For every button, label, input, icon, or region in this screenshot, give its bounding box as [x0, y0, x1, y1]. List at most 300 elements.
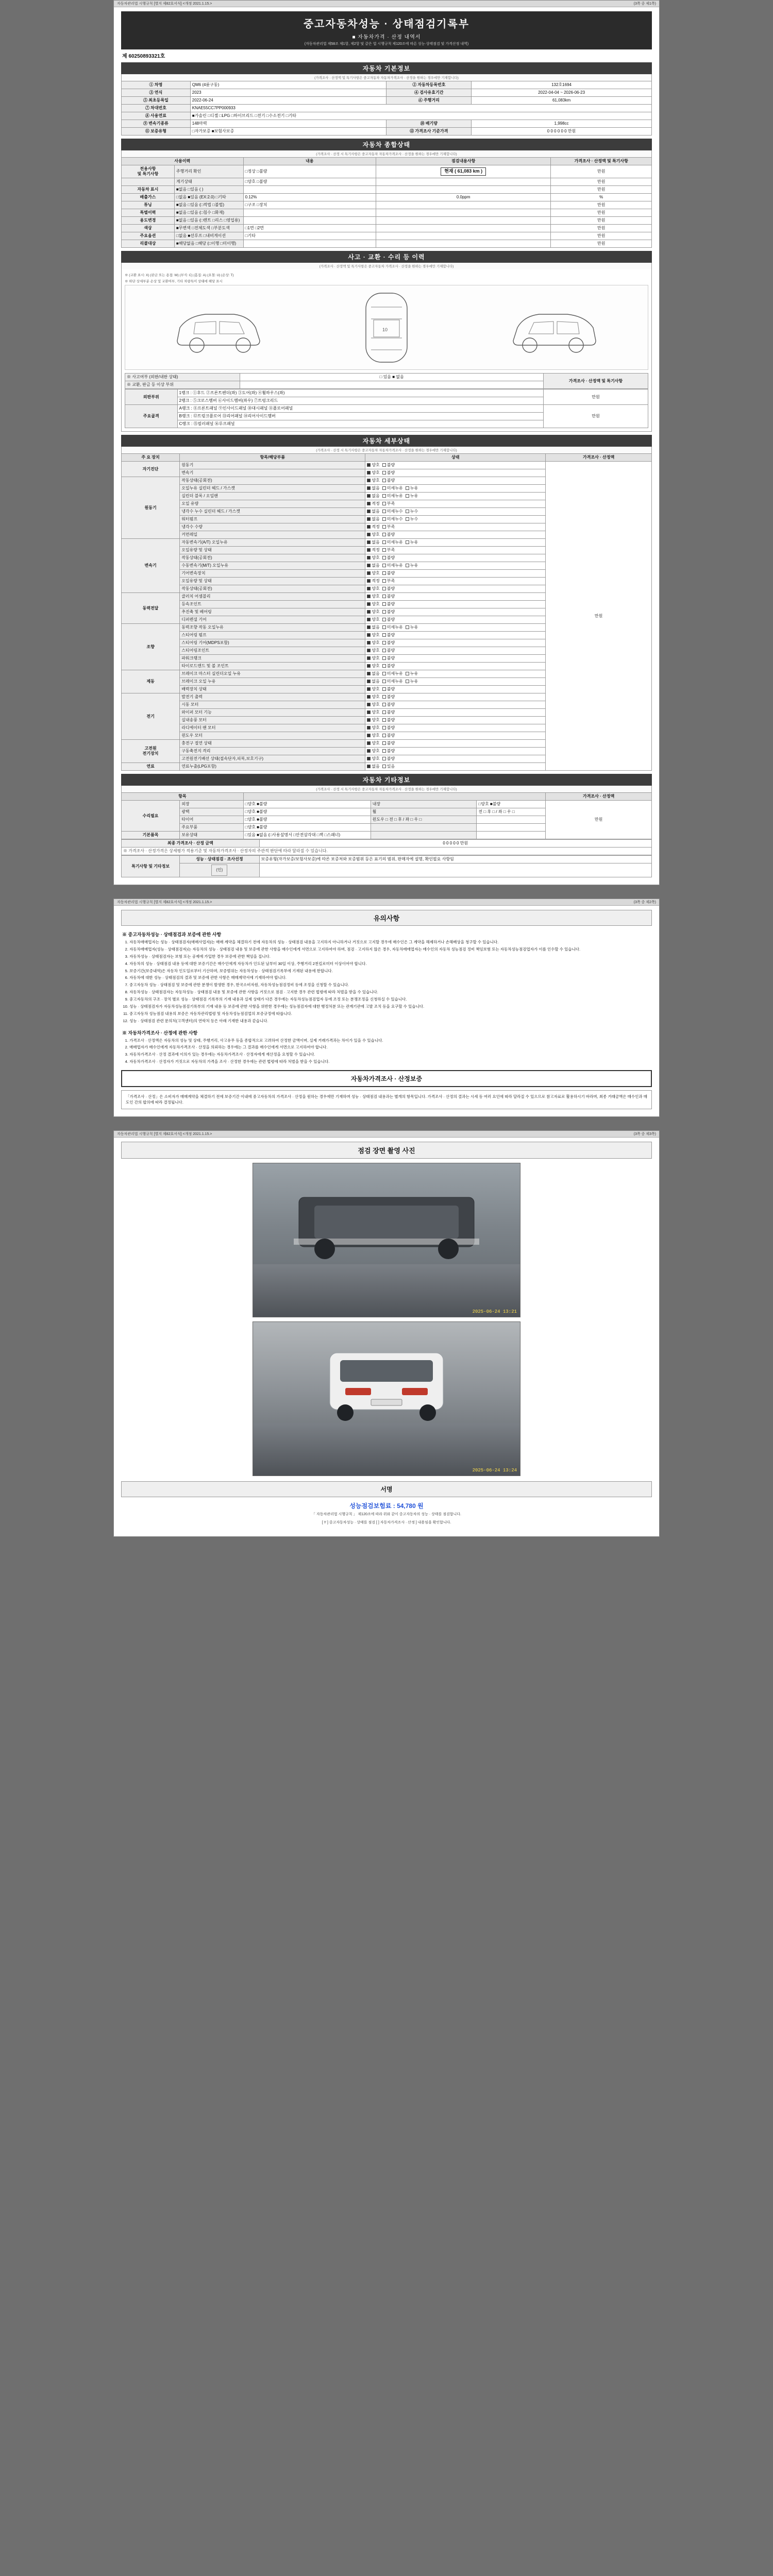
document-title-block — [121, 11, 652, 49]
usage-check[interactable]: □정상 □불량 — [243, 165, 376, 178]
photo-timestamp: 2025-06-24 13:21 — [472, 1309, 517, 1314]
table-row — [125, 374, 648, 381]
notice-item: 2. 자동차매매업자(성능 · 상태점검자)는 자동차의 성능 · 상태점검 내용 및 보증에 관한 사항을 매수인에게 서면으로 고지하여야 하며, 점검 · 고지하지 않은 경우, 자동차매매업자는 매수인의 자동차 성능점검 정비 책임보험 또는 자동차성능점검업자가 이를 인수할 수 있습니다. — [129, 947, 652, 953]
col-header-state — [243, 793, 546, 801]
part-label: 고전원전기배선 상태(접속단자,피복,보호기구) — [180, 755, 365, 763]
usage-group: 배출가스 — [122, 194, 175, 201]
part-state-checkboxes[interactable]: 적정 부족 — [365, 523, 546, 531]
part-group-label: 외판부위 — [125, 389, 178, 405]
notice-list-a — [129, 940, 652, 1024]
usage-check[interactable]: 0.12% — [243, 194, 376, 201]
part-rank-row: B랭크 : ⑫트렁크플로어 ⑬리어패널 ⑭리어사이드멤버 — [177, 413, 544, 420]
usage-price: % — [551, 194, 652, 201]
usage-item: □없음 ■있음 (EX:2.0) □기타 — [174, 194, 243, 201]
seal-cell — [180, 863, 259, 877]
part-label: 수동변속기(M/T) 오일누유 — [180, 562, 365, 570]
part-state-checkboxes[interactable]: 양호 불량 — [365, 701, 546, 709]
part-label: 자동변속기(A/T) 오일누유 — [180, 539, 365, 547]
usage-price: 만원 — [551, 165, 652, 178]
part-state-checkboxes[interactable]: 없음 있음 — [365, 763, 546, 771]
part-state-checkboxes[interactable]: 양호 불량 — [365, 608, 546, 616]
field-value: □자가보증 ■보험사보증 — [190, 128, 386, 135]
col-header-price: 가격조사 · 산정액 — [546, 454, 652, 462]
inspection-fee: 성능점검보험료 : 54,780 원 — [349, 1502, 424, 1510]
section-overall-state-note: (가격조사 · 산정 시 특기사항은 중고자동차 자동차가격조사 · 산정을 원하는 경우에만 기재합니다) — [121, 150, 652, 157]
part-state-checkboxes[interactable]: 없음 미세누유 누유 — [365, 678, 546, 686]
section-accident-history-header: 사고 · 교환 · 수리 등 이력 — [121, 251, 652, 263]
table-row — [122, 848, 652, 855]
part-state-checkboxes[interactable]: 양호 불량 — [365, 469, 546, 477]
basic-info-table — [121, 81, 652, 135]
usage-price: 만원 — [551, 240, 652, 248]
notice-item: 1. 자동차매매업자는 성능 · 상태점검자(매매사업자)는 매매 계약을 체결하기 전에 자동차의 성능 · 상태점검 내용을 고지하지 아니하거나 거짓으로 고지할 경우에 매수인은 그 계약을 해제하거나 손해배상을 청구할 수 있습니다. — [129, 940, 652, 945]
part-state-checkboxes[interactable]: 양호 불량 — [365, 724, 546, 732]
final-price-note: ※ 가격조사 · 산정가격은 상세평가 적용기준 및 자동차가격조사 · 산정자의 주관적 판단에 따라 달라질 수 있습니다. — [122, 848, 652, 855]
part-label: 스티어링조인트 — [180, 647, 365, 655]
document-legal-basis: (자동차관리법 제58조 제1항, 제2항 및 같은 법 시행규칙 제120조에 따른 성능·상태점검 및 가격산정 내역) — [304, 42, 469, 46]
part-label: 와이퍼 모터 기능 — [180, 709, 365, 717]
notice-item: 8. 자동차성능 · 상태점검자는 자동차성능 · 상태점검 내용 및 보증에 관한 사항을 거짓으로 점검 · 고지한 경우 관련 법령에 따라 처벌을 받을 수 있습니다. — [129, 990, 652, 995]
form-reference-2: 자동차관리법 시행규칙 [별지 제82호서식] <개정 2021.1.15.> — [117, 901, 212, 904]
diagram-legend-1: ※ (교환 표시: X) (판금 또는 용접: W) (부식: C) (흠집: A) (요철: U) (손상: T) — [125, 274, 234, 277]
parts-replaced-label: ※ 교환, 판금 등 이상 부위 — [125, 381, 240, 389]
field-value: 2023 — [190, 89, 386, 97]
part-label: 냉각수 누수 실린더 헤드 / 가스켓 — [180, 508, 365, 516]
part-state-checkboxes[interactable]: 양호 불량 — [365, 477, 546, 485]
usage-group: 자동차 표시 — [122, 186, 175, 194]
table-header-row — [122, 793, 652, 801]
rear-car-shape — [309, 1343, 464, 1430]
part-label: 오일 유량 — [180, 500, 365, 508]
accident-price-label: 가격조사 · 산정액 및 특기사항 — [543, 374, 648, 389]
part-price: 만원 — [544, 405, 648, 428]
part-state-checkboxes[interactable]: 없음 미세누유 누유 — [365, 624, 546, 632]
table-header-row — [122, 158, 652, 165]
other-item-label-2: 휠 — [371, 808, 477, 816]
table-header-row — [122, 454, 652, 462]
footer-note-2: [ Y ] 중고자동차성능 · 상태를 점검 [ ] 자동차가격조사 · 산정 ] 내용임을 확인합니다. — [322, 1521, 451, 1524]
part-state-checkboxes[interactable]: 양호 불량 — [365, 647, 546, 655]
valuation-statement-body: 「가격조사 · 산정」은 소비자가 매매계약을 체결하기 전에 보증기간 이내에 중고자동차의 가격조사 · 산정을 원하는 경우에만 기재하며 성능 · 상태점검 내용과는 별개의 항목입니다. 가격조사 · 산정의 결과는 시세 등 여러 요인에 따라 달라질 수 있으므로 참고자료로 활용하시기 바라며, 최종 거래금액은 매수인과 매도인 간의 합의에 따라 결정됩니다. — [121, 1090, 652, 1109]
inspection-photo-underbody[interactable] — [253, 1163, 520, 1317]
other-group-label: 수리필요 — [122, 801, 180, 832]
part-label: 스티어링 펌프 — [180, 632, 365, 639]
field-label: ③ 연식 — [122, 89, 191, 97]
other-item-state[interactable]: □양호 ■불량 — [243, 816, 371, 824]
part-label: 변속기 — [180, 469, 365, 477]
inspector-role-label: 성능 · 상태점검 · 조사선정 — [180, 856, 259, 863]
other-group-label: 기본품목 — [122, 832, 180, 839]
part-label: 작동상태(공회전) — [180, 585, 365, 593]
part-label: 타이로드엔드 및 볼 조인트 — [180, 663, 365, 670]
usage-item: 주행거리 확인 — [174, 165, 243, 178]
part-label: 작동상태(공회전) — [180, 554, 365, 562]
underbody-car-shape — [294, 1177, 479, 1269]
table-row — [122, 105, 652, 112]
part-state-checkboxes[interactable]: 양호 불량 — [365, 601, 546, 608]
overall-state-table — [121, 157, 652, 248]
part-state-checkboxes[interactable]: 적정 부족 — [365, 500, 546, 508]
table-row — [122, 178, 652, 186]
table-row — [122, 217, 652, 225]
other-item-label: 보유상태 — [180, 832, 243, 839]
table-row — [122, 209, 652, 217]
car-right-side-diagram — [503, 292, 606, 364]
table-row — [122, 462, 652, 469]
table-row — [122, 89, 652, 97]
other-item-label: 외장 — [180, 801, 243, 808]
part-state-checkboxes[interactable]: 양호 불량 — [365, 663, 546, 670]
usage-detail — [376, 240, 551, 248]
notice-item: 4. 자동차가격조사 · 산정자가 거짓으로 자동차의 가격을 조사 · 산정한 경우에는 관련 법령에 따라 처벌을 받을 수 있습니다. — [129, 1059, 652, 1065]
field-value: 1,998cc — [472, 120, 652, 128]
usage-price: 만원 — [551, 225, 652, 232]
part-state-checkboxes[interactable]: 양호 불량 — [365, 748, 546, 755]
usage-check[interactable] — [243, 240, 376, 248]
usage-check[interactable] — [243, 209, 376, 217]
usage-check[interactable] — [243, 217, 376, 225]
notice-item: 3. 자동차성능 · 상태점검자는 보험 또는 공제에 가입한 경우 보증에 관한 책임을 집니다. — [129, 954, 652, 960]
field-value: 132호1694 — [472, 81, 652, 89]
usage-detail — [376, 225, 551, 232]
notice-item: 7. 중고자동차 성능 · 상태점검 및 보증에 관한 분쟁이 발생한 경우, 한국소비자원, 자동차성능점검정비 등에 조정을 신청할 수 있습니다. — [129, 982, 652, 988]
notice-item: 2. 매매업자가 매수인에게 자동차가격조사 · 산정을 의뢰하는 경우에는 그 결과를 매수인에게 서면으로 고지하여야 합니다. — [129, 1045, 652, 1050]
page-indicator-3: (3쪽 중 제3쪽) — [633, 1132, 656, 1136]
svg-text:10: 10 — [382, 327, 388, 332]
system-group-label: 연료 — [122, 763, 180, 771]
usage-check[interactable]: □기타 — [243, 232, 376, 240]
other-price: 만원 — [546, 801, 652, 839]
part-label: 커먼레일 — [180, 531, 365, 539]
part-state-checkboxes[interactable]: 양호 불량 — [365, 732, 546, 740]
part-price: 만원 — [544, 389, 648, 405]
usage-check[interactable]: □양호 □불량 — [243, 178, 376, 186]
part-label: 연료누출(LPG포함) — [180, 763, 365, 771]
part-label: 작동상태(공회전) — [180, 477, 365, 485]
diagram-legend-2: ※ 하단 상세부분 손상 및 교환여부, 기타 차량특이 상태에 해당 표시 — [125, 280, 223, 283]
page-2 — [113, 899, 660, 1117]
part-state-checkboxes[interactable]: 양호 불량 — [365, 655, 546, 663]
part-label: 등속조인트 — [180, 601, 365, 608]
part-label: 충전구 절연 상태 — [180, 740, 365, 748]
usage-price: 만원 — [551, 232, 652, 240]
system-group-label: 조향 — [122, 624, 180, 670]
field-label: ⑨ 변속기종류 — [122, 120, 191, 128]
usage-group: 주요옵션 — [122, 232, 175, 240]
part-rank-row: A랭크 : ⑧프론트패널 ⑨인사이드패널 ⑩대시패널 ⑪플로어패널 — [177, 405, 544, 413]
part-state-checkboxes[interactable]: 양호 불량 — [365, 686, 546, 693]
usage-detail — [376, 201, 551, 209]
usage-check[interactable] — [243, 186, 376, 194]
part-rank-row: C랭크 : ⑮필러패널 ⑯루프패널 — [177, 420, 544, 428]
table-row — [122, 97, 652, 105]
photo-section-title: 점검 장면 촬영 사진 — [121, 1142, 652, 1159]
usage-price: 만원 — [551, 178, 652, 186]
document-number: 제 60250893321호 — [122, 54, 165, 59]
field-label: ⑧ 사용연료 — [122, 112, 191, 120]
price-boxes: 0 0 0 0 0 0 만원 — [472, 128, 652, 135]
field-value: QM6 (4륜구동) — [190, 81, 386, 89]
usage-detail: 현재 ( 61,083 km ) — [376, 165, 551, 178]
other-item-label-2 — [371, 832, 477, 839]
col-header-price: 가격조사 · 산정액 및 특기사항 — [551, 158, 652, 165]
table-row — [122, 856, 652, 863]
part-label: 냉각수 수량 — [180, 523, 365, 531]
car-left-side-diagram — [167, 292, 270, 364]
notice-item: 9. 중고자동차의 구조 · 장치 별로 성능 · 상태점검 기록부의 기재 내용과 실제 상태가 다른 경우에는 자동차성능점검업자 등에 조정 또는 분쟁조정을 신청하실 수 있습니다. — [129, 997, 652, 1003]
part-label: 발전기 출력 — [180, 693, 365, 701]
usage-item: ■없음 □있음 (□렌트 □리스 □영업용) — [174, 217, 243, 225]
accident-flag-value: □ 있음 ■ 없음 — [240, 374, 544, 381]
other-item-label-2: 내장 — [371, 801, 477, 808]
table-row — [122, 801, 652, 808]
valuation-statement-title: 자동차가격조사 · 산정보증 — [121, 1070, 652, 1087]
special-notes-text: 보증유형(자가보증/보험사보증)에 따른 보증처와 보증범위 등은 표기의 범위, 판매자에 설명, 확인필요 사항임 — [259, 856, 651, 863]
field-label: ② 자동차등록번호 — [386, 81, 472, 89]
special-notes-blank — [259, 863, 651, 877]
document-title: 중고자동차성능 · 상태점검기록부 — [303, 19, 470, 30]
page-3-strip — [114, 1131, 659, 1138]
car-diagrams — [125, 285, 648, 370]
part-state-checkboxes[interactable]: 양호 불량 — [365, 755, 546, 763]
notice-item: 4. 자동차의 성능 · 상태점검 내용 등에 대한 보증기간은 매수인에게 자동차가 인도된 날부터 30일 이상, 주행거리 2천킬로미터 이상이어야 합니다. — [129, 961, 652, 967]
usage-item: ■없음 □있음 (□침수 □화재) — [174, 209, 243, 217]
other-item-label-2 — [371, 824, 477, 832]
usage-group — [122, 178, 175, 186]
usage-item: 계기상태 — [174, 178, 243, 186]
table-row — [122, 840, 652, 848]
part-state-checkboxes[interactable]: 없음 미세누유 누유 — [365, 562, 546, 570]
special-notes-label: 특기사항 및 기타정보 — [122, 856, 180, 877]
part-state-checkboxes[interactable]: 적정 부족 — [365, 578, 546, 585]
other-info-table — [121, 792, 652, 839]
part-state-checkboxes[interactable]: 양호 불량 — [365, 570, 546, 578]
part-state-checkboxes[interactable]: 없음 미세누유 누유 — [365, 493, 546, 500]
field-value: 2022-06-24 — [190, 97, 386, 105]
part-label: 실내송풍 모터 — [180, 717, 365, 724]
part-rank-row: 2랭크 : ⑤크로스멤버 ⑥사이드멤버(좌우) ⑦트렁크리드 — [177, 397, 544, 405]
notice-title: 유의사항 — [121, 910, 652, 926]
table-row — [122, 81, 652, 89]
part-label: 브레이크 오일 누유 — [180, 678, 365, 686]
part-state-checkboxes[interactable]: 양호 불량 — [365, 531, 546, 539]
part-state-checkboxes[interactable]: 양호 불량 — [365, 709, 546, 717]
usage-detail — [376, 217, 551, 225]
part-label: 파워크랭크 — [180, 655, 365, 663]
usage-price: 만원 — [551, 209, 652, 217]
other-item-state[interactable]: □양호 ■불량 — [243, 824, 371, 832]
usage-item: ■없음 □있음 ( ) — [174, 186, 243, 194]
section-basic-info-note: (가격조사 · 산정액 및 특기사항은 중고자동차 자동차가격조사 · 산정을 원하는 경우에만 기재합니다) — [121, 74, 652, 81]
final-price-table — [121, 839, 652, 855]
field-label: ⑤ 최초등록일 — [122, 97, 191, 105]
system-group-label: 동력전달 — [122, 593, 180, 624]
field-label: ⑫ 가격조사 기준가격 — [386, 128, 472, 135]
table-row — [122, 112, 652, 120]
part-label: 워터펌프 — [180, 516, 365, 523]
notice-item: 1. 가격조사 · 산정액은 자동차의 성능 및 상태, 주행거리, 사고유무 등을 종합적으로 고려하여 산정한 금액이며, 실제 거래가격과는 차이가 있을 수 있습니다. — [129, 1038, 652, 1044]
usage-price: 만원 — [551, 217, 652, 225]
col-header-content: 내용 — [243, 158, 376, 165]
other-item-state[interactable]: □있음 ■없음 (□사용설명서 □안전삼각대 □잭 □스패너) — [243, 832, 371, 839]
page-2-strip — [114, 899, 659, 906]
page-3 — [113, 1130, 660, 1537]
accident-flag-label: ※ 사고여부 (외판/내판 상태) — [125, 374, 240, 381]
part-label: 라디에이터 팬 모터 — [180, 724, 365, 732]
table-row — [122, 201, 652, 209]
field-label: ⑪ 보증유형 — [122, 128, 191, 135]
table-row — [122, 186, 652, 194]
photo-timestamp: 2025-06-24 13:24 — [472, 1467, 517, 1473]
part-label: 오일유량 및 상태 — [180, 547, 365, 554]
seal-placeholder: (인) — [211, 865, 227, 876]
part-state-checkboxes[interactable]: 적정 부족 — [365, 547, 546, 554]
part-label: 구동축전지 격리 — [180, 748, 365, 755]
table-row — [122, 225, 652, 232]
part-label: 스티어링 기어(MDPS포함) — [180, 639, 365, 647]
usage-check[interactable]: □구조 □장치 — [243, 201, 376, 209]
part-label: 오일누유 실린더 헤드 / 가스켓 — [180, 485, 365, 493]
table-row — [125, 389, 648, 397]
other-item-state[interactable]: □양호 ■불량 — [243, 801, 371, 808]
part-state-checkboxes[interactable]: 양호 불량 — [365, 740, 546, 748]
field-label: ④ 검사유효기간 — [386, 89, 472, 97]
col-header-usage: 사용이력 — [122, 158, 244, 165]
other-item-label: 타이어 — [180, 816, 243, 824]
part-state-checkboxes[interactable]: 없음 미세누수 누수 — [365, 508, 546, 516]
section-detail-state-header: 자동차 세부상태 — [121, 435, 652, 447]
page-indicator-1: (3쪽 중 제1쪽) — [633, 2, 656, 6]
notice-item: 11. 중고자동차 성능점검 내용의 보증은 자동차관리법령 및 자동차성능점검업의 보증규정에 따릅니다. — [129, 1011, 652, 1017]
col-header-part: 항목/해당부품 — [180, 454, 365, 462]
signature-section-title: 서명 — [121, 1481, 652, 1497]
field-label: ⑥ 주행거리 — [386, 97, 472, 105]
damage-diagram-panel — [121, 269, 652, 432]
part-state-checkboxes[interactable]: 양호 불량 — [365, 462, 546, 469]
notice-item: 3. 자동차가격조사 · 산정 결과에 이의가 있는 경우에는 자동차가격조사 · 산정자에게 재산정을 요청할 수 있습니다. — [129, 1052, 652, 1058]
usage-detail — [376, 178, 551, 186]
table-row — [122, 232, 652, 240]
page-1-strip — [114, 1, 659, 7]
inspection-photo-rear[interactable] — [253, 1321, 520, 1476]
document-subtitle: ■ 자동차가격 · 산정 내역서 — [352, 35, 421, 40]
system-group-label: 원동기 — [122, 477, 180, 539]
notice-list-b — [129, 1038, 652, 1065]
form-reference: 자동차관리법 시행규칙 [별지 제82호서식] <개정 2021.1.15.> — [117, 2, 212, 6]
usage-check[interactable]: □1면 □2면 — [243, 225, 376, 232]
other-item-state-2[interactable] — [477, 816, 546, 824]
other-item-state-2[interactable] — [477, 824, 546, 832]
table-row — [122, 863, 652, 877]
usage-detail — [376, 186, 551, 194]
usage-item: □없음 ■선루프 □내비게이션 — [174, 232, 243, 240]
system-group-label: 고전원 전기장치 — [122, 740, 180, 763]
notice-item: 6. 자동차에 대한 성능 · 상태점검의 결과 및 보증에 관한 사항은 매매계약서에 기재하여야 합니다. — [129, 975, 652, 981]
part-state-checkboxes[interactable]: 없음 미세누유 누유 — [365, 485, 546, 493]
part-label: 동력조향 작동 오일누유 — [180, 624, 365, 632]
part-label: 오일유량 및 상태 — [180, 578, 365, 585]
table-row — [122, 194, 652, 201]
col-header-price: 가격조사 · 산정액 — [546, 793, 652, 801]
field-value: 2022-04-04 ~ 2026-06-23 — [472, 89, 652, 97]
part-state-checkboxes[interactable]: 양호 불량 — [365, 632, 546, 639]
section-other-info-note: (가격조사 · 산정 시 특기사항은 중고자동차 자동차가격조사 · 산정을 원하는 경우에만 기재합니다) — [121, 786, 652, 792]
field-value: ■가솔린 □디젤 □LPG □하이브리드 □전기 □수소전기 □기타 — [190, 112, 651, 120]
other-item-label: 광택 — [180, 808, 243, 816]
parts-replaced-value — [240, 381, 544, 389]
field-value: 148마력 — [190, 120, 386, 128]
part-state-checkboxes[interactable]: 없음 미세누유 누유 — [365, 539, 546, 547]
part-label: 클러치 어셈블리 — [180, 593, 365, 601]
final-price-value: 0 0 0 0 0 만원 — [259, 840, 651, 848]
part-label: 브레이크 마스터 실린더오일 누유 — [180, 670, 365, 678]
part-state-checkboxes[interactable]: 양호 불량 — [365, 639, 546, 647]
part-state-checkboxes[interactable]: 양호 불량 — [365, 616, 546, 624]
col-header-state: 상태 — [365, 454, 546, 462]
accident-summary-table — [125, 373, 648, 389]
special-notes-table — [121, 855, 652, 877]
table-row — [125, 405, 648, 413]
field-label: ① 차명 — [122, 81, 191, 89]
usage-group: 색상 — [122, 225, 175, 232]
usage-item: ■무변색 □전체도색 □부분도색 — [174, 225, 243, 232]
final-price-label: 최종 가격조사 · 산정 금액 — [122, 840, 260, 848]
usage-detail — [376, 209, 551, 217]
part-state-checkboxes[interactable]: 양호 불량 — [365, 693, 546, 701]
col-header-detail: 점검내용사항 — [376, 158, 551, 165]
section-other-info-header: 자동차 기타정보 — [121, 774, 652, 786]
part-group-label: 주요골격 — [125, 405, 178, 428]
other-item-state-2[interactable] — [477, 832, 546, 839]
part-state-checkboxes[interactable]: 양호 불량 — [365, 585, 546, 593]
section-accident-history-note: (가격조사 · 산정액 및 특기사항은 중고자동차 가격조사 · 산정을 원하는 경우에만 기재합니다) — [121, 263, 652, 269]
system-group-label: 변속기 — [122, 539, 180, 593]
part-label: 기어변속장치 — [180, 570, 365, 578]
part-state-checkboxes[interactable]: 없음 미세누수 누수 — [365, 516, 546, 523]
usage-group: 특별이력 — [122, 209, 175, 217]
section-detail-state-note: (가격조사 · 산정 시 특기사항은 중고자동차 자동차가격조사 · 산정을 원하는 경우에만 기재합니다) — [121, 447, 652, 453]
footer-note-1: 「 자동차관리법 시행규칙 」 제120조에 따라 위와 같이 중고자동차의 성능 · 상태를 점검합니다. — [312, 1512, 461, 1516]
notice-section-b-title: ※ 자동차가격조사 · 산정에 관한 사항 — [122, 1030, 198, 1036]
field-value: 61,083km — [472, 97, 652, 105]
part-state-checkboxes[interactable]: 양호 불량 — [365, 554, 546, 562]
form-reference-3: 자동차관리법 시행규칙 [별지 제82호서식] <개정 2021.1.15.> — [117, 1132, 212, 1136]
usage-price: 만원 — [551, 201, 652, 209]
usage-detail — [376, 232, 551, 240]
part-label: 윈도우 모터 — [180, 732, 365, 740]
table-row — [122, 128, 652, 135]
part-label: 실린더 블록 / 오일팬 — [180, 493, 365, 500]
part-state-checkboxes[interactable]: 양호 불량 — [365, 593, 546, 601]
part-state-checkboxes[interactable]: 양호 불량 — [365, 717, 546, 724]
usage-item: ■해당없음 □해당 (□이행 □미이행) — [174, 240, 243, 248]
notice-item: 5. 보증기간(보증내역)은 자동차 인도일로부터 기산하며, 보증범위는 자동차성능 · 상태점검기록부에 기재된 내용에 한합니다. — [129, 969, 652, 974]
table-row — [122, 165, 652, 178]
other-item-state-2[interactable]: □양호 ■불량 — [477, 801, 546, 808]
other-item-state[interactable]: □양호 ■불량 — [243, 808, 371, 816]
part-rank-row: 1랭크 : ①후드 ②프론트펜더(좌) ③도어(좌) ④휠하우스(좌) — [177, 389, 544, 397]
other-item-label: 주요부품 — [180, 824, 243, 832]
detail-price: 만원 — [546, 462, 652, 771]
col-header-system: 주 요 장치 — [122, 454, 180, 462]
usage-detail: 0.0ppm — [376, 194, 551, 201]
part-state-checkboxes[interactable]: 없음 미세누유 누유 — [365, 670, 546, 678]
system-group-label: 자기진단 — [122, 462, 180, 477]
other-item-state-2[interactable]: 전 □ 후 □ / 좌 □ 우 □ — [477, 808, 546, 816]
parts-rank-table — [125, 389, 648, 428]
col-header-item: 항목 — [122, 793, 244, 801]
field-value: KNAE55CC7PP000933 — [190, 105, 651, 112]
